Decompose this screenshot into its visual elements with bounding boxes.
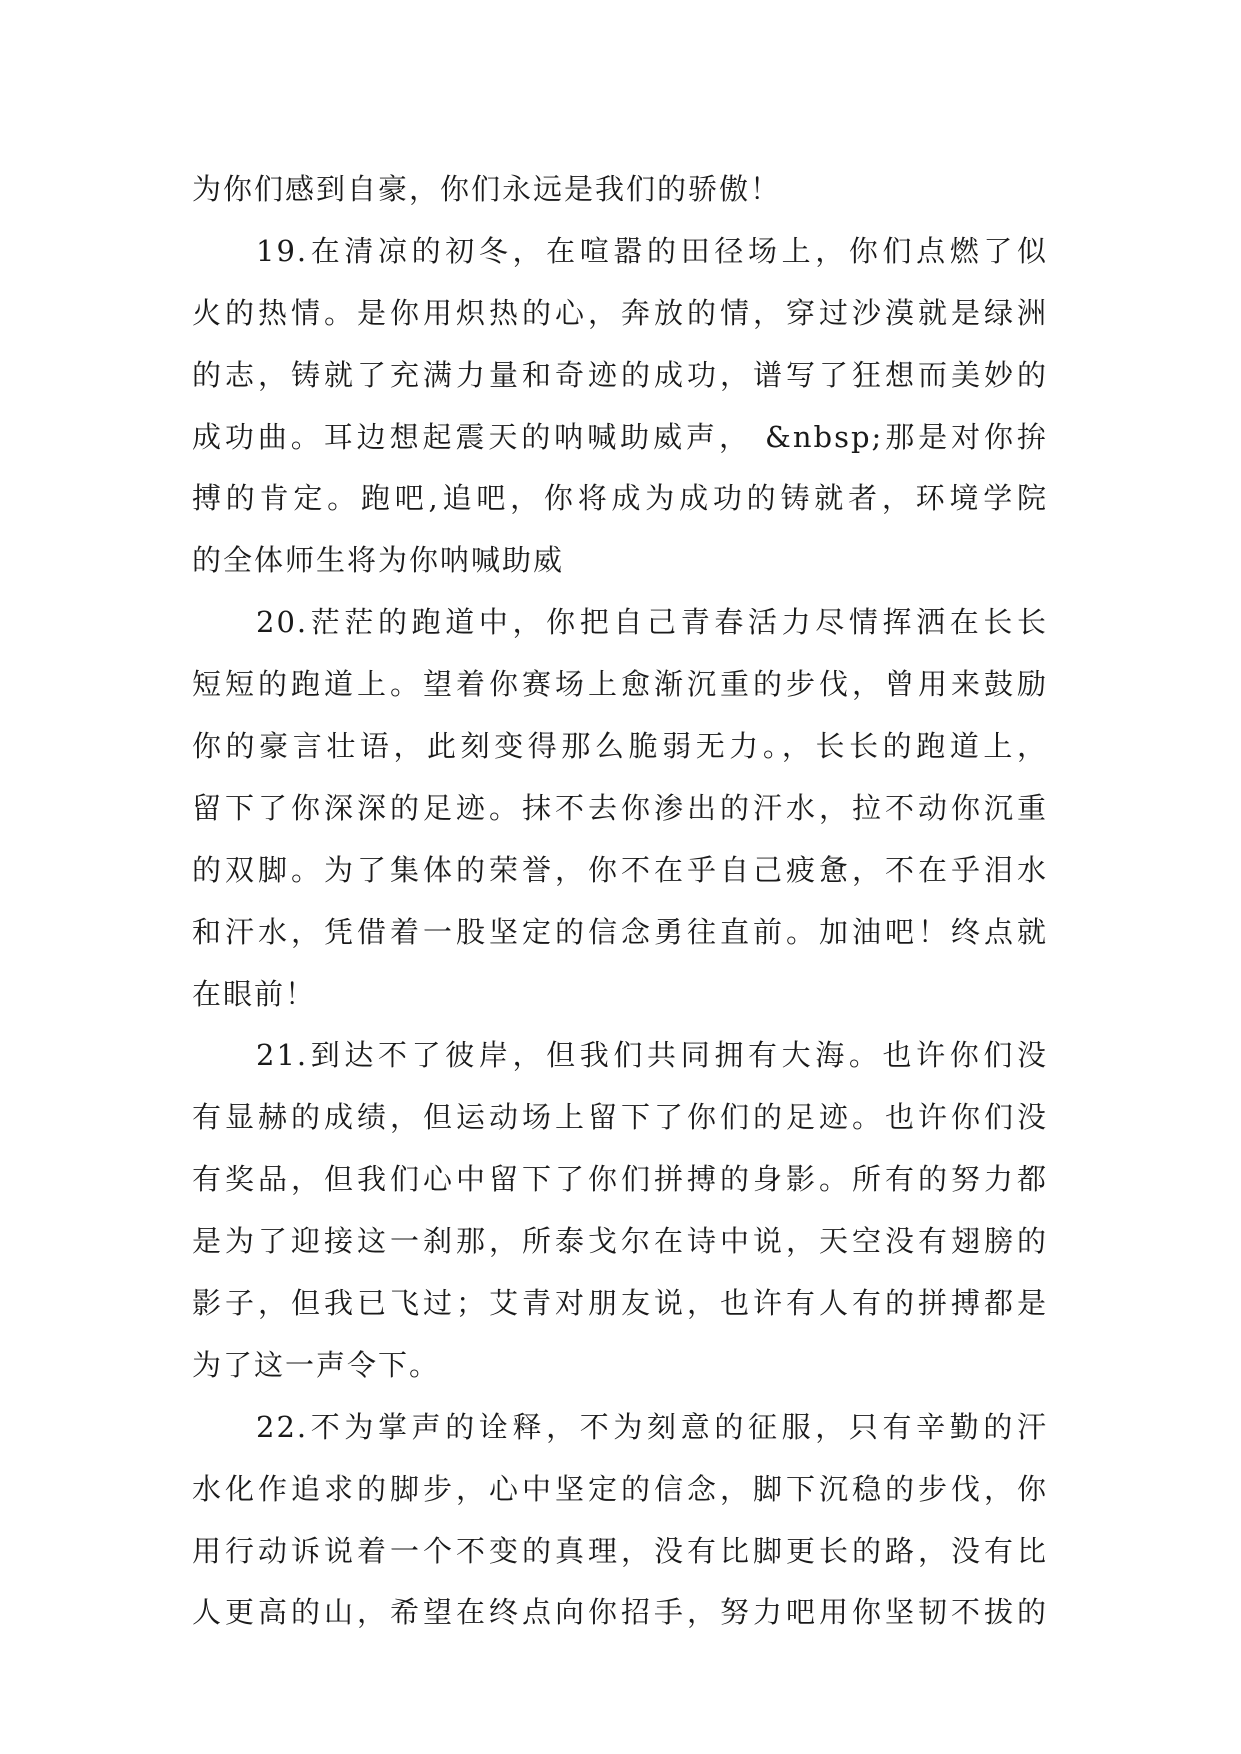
text-line: 20.茫茫的跑道中，你把自己青春活力尽情挥洒在长长 [256,605,1048,640]
text-line: 的双脚。为了集体的荣誉，你不在乎自己疲惫，不在乎泪水 [192,852,1048,887]
text-line: 人更高的山，希望在终点向你招手，努力吧用你坚韧不拔的 [192,1595,1048,1630]
text-line: 短短的跑道上。望着你赛场上愈渐沉重的步伐，曾用来鼓励 [192,667,1048,702]
text-line: 和汗水，凭借着一股坚定的信念勇往直前。加油吧！终点就 [192,914,1048,949]
text-line: 影子，但我已飞过；艾青对朋友说，也许有人有的拼搏都是 [192,1286,1048,1321]
document-body [192,159,1048,1644]
text-line: 为了这一声令下。 [192,1347,441,1382]
text-line: 21.到达不了彼岸，但我们共同拥有大海。也许你们没 [256,1038,1048,1073]
text-line: 有奖品，但我们心中留下了你们拼搏的身影。所有的努力都 [192,1162,1048,1197]
text-line: 19.在清凉的初冬，在喧嚣的田径场上，你们点燃了似 [256,233,1048,268]
text-line: 的全体师生将为你呐喊助威 [192,543,565,578]
text-line: 是为了迎接这一刹那，所泰戈尔在诗中说，天空没有翅膀的 [192,1224,1048,1259]
text-line: 为你们感到自豪，你们永远是我们的骄傲！ [192,172,782,206]
text-line: 留下了你深深的足迹。抹不去你渗出的汗水，拉不动你沉重 [192,790,1048,825]
text-line: 火的热情。是你用炽热的心，奔放的情，穿过沙漠就是绿洲 [192,295,1048,330]
text-line: 22.不为掌声的诠释，不为刻意的征服，只有辛勤的汗 [256,1409,1048,1444]
text-line: 成功曲。耳边想起震天的呐喊助威声， &nbsp;那是对你拚 [192,419,1048,454]
text-line: 水化作追求的脚步，心中坚定的信念，脚下沉稳的步伐，你 [192,1471,1048,1506]
text-line: 有显赫的成绩，但运动场上留下了你们的足迹。也许你们没 [192,1100,1048,1135]
text-line: 用行动诉说着一个不变的真理，没有比脚更长的路，没有比 [192,1533,1048,1568]
text-line: 在眼前！ [192,976,317,1011]
text-line: 的志，铸就了充满力量和奇迹的成功，谱写了狂想而美妙的 [192,357,1048,392]
text-line: 搏的肯定。跑吧,追吧，你将成为成功的铸就者，环境学院 [192,481,1048,516]
text-line: 你的豪言壮语，此刻变得那么脆弱无力。，长长的跑道上， [192,729,1048,764]
